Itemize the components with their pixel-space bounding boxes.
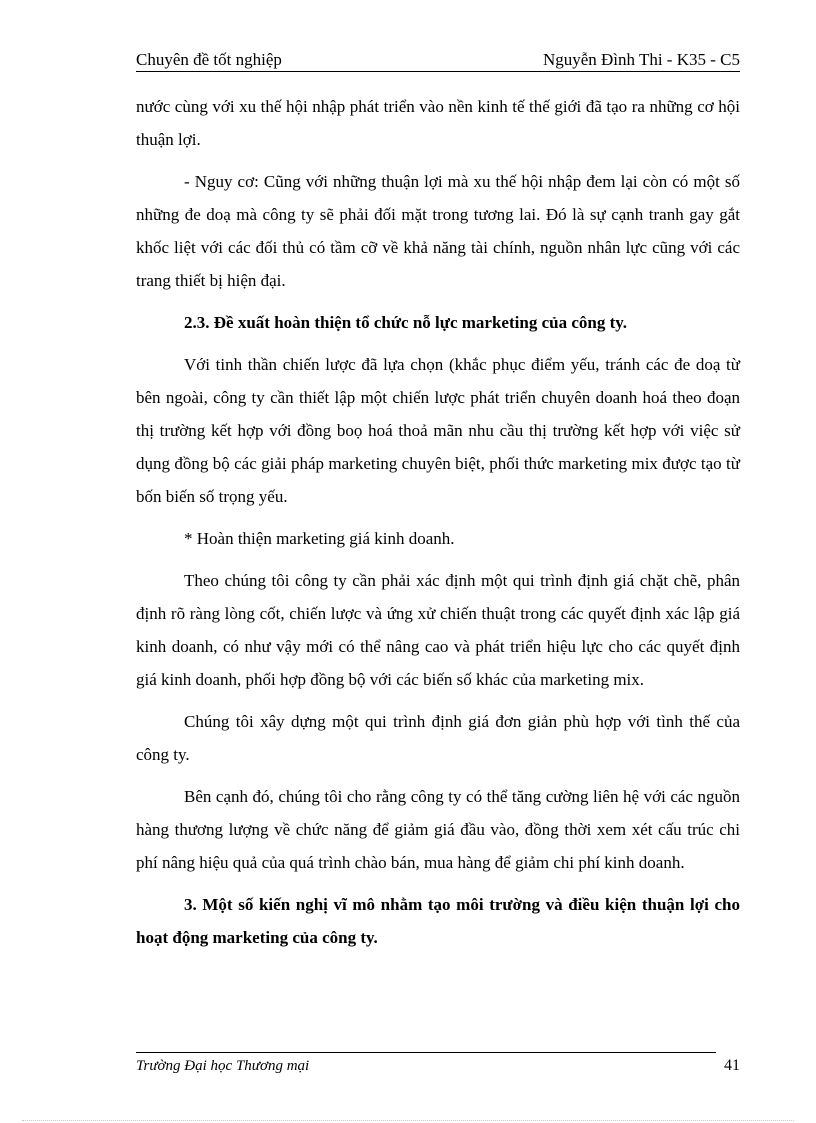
paragraph-supplier-relations: Bên cạnh đó, chúng tôi cho rằng công ty có thể tăng cường liên hệ với các nguồn hàng thương lượng về chức năng để giảm giá đầu vào, đồng thời xem xét cấu trúc chi phí nâng hiệu quả của quá trình chào bán, mua hàng để giảm chi phí kinh doanh. bbox=[136, 787, 740, 872]
paragraph-pricing-process: Theo chúng tôi công ty cần phải xác định một qui trình định giá chặt chẽ, phân định rõ ràng lòng cốt, chiến lược và ứng xử chiến thuật trong các quyết định xác lập giá kinh doanh, có như vậy mới có thể nâng cao và phát triển hiệu lực cho các quyết định giá kinh doanh, phối hợp đồng bộ với các biến số khác của marketing mix. bbox=[136, 571, 740, 689]
header-rule bbox=[136, 71, 740, 72]
page-footer bbox=[136, 1056, 740, 1076]
section-heading-2-3: 2.3. Đề xuất hoàn thiện tổ chức nỗ lực marketing của công ty. bbox=[184, 313, 628, 332]
footer-rule bbox=[136, 1052, 716, 1053]
page-header bbox=[136, 50, 740, 70]
paragraph-pricing-subheading: * Hoàn thiện marketing giá kinh doanh. bbox=[184, 529, 455, 548]
paragraph-continuation: nước cùng với xu thế hội nhập phát triển vào nền kinh tế thế giới đã tạo ra những cơ hội thuận lợi. bbox=[136, 97, 740, 149]
header-author: Nguyễn Đình Thi - K35 - C5 bbox=[542, 50, 740, 69]
footer-school-name: Trường Đại học Thương mại bbox=[136, 1058, 310, 1074]
page-body bbox=[136, 90, 740, 963]
page-edge-divider bbox=[22, 1120, 794, 1121]
section-heading-3: 3. Một số kiến nghị vĩ mô nhằm tạo môi trường và điều kiện thuận lợi cho hoạt động marketing của công ty. bbox=[136, 895, 740, 947]
paragraph-strategy: Với tinh thần chiến lược đã lựa chọn (khắc phục điểm yếu, tránh các đe doạ từ bên ngoài, công ty cần thiết lập một chiến lược phát triển chuyên doanh hoá theo đoạn thị trường kết hợp với đồng boọ hoá thoả mãn nhu cầu thị trường kết hợp với việc sử dụng đồng bộ các giải pháp marketing chuyên biệt, phối thức marketing mix được tạo từ bốn biến số trọng yếu. bbox=[136, 355, 740, 506]
header-document-type: Chuyên đề tốt nghiệp bbox=[136, 50, 282, 69]
page-number: 41 bbox=[724, 1057, 740, 1074]
paragraph-simple-process: Chúng tôi xây dựng một qui trình định giá đơn giản phù hợp với tình thế của công ty. bbox=[136, 712, 740, 764]
paragraph-threats: - Nguy cơ: Cũng với những thuận lợi mà xu thế hội nhập đem lại còn có một số những đe doạ mà công ty sẽ phải đối mặt trong tương lai. Đó là sự cạnh tranh gay gắt khốc liệt với các đối thủ có tầm cỡ về khả năng tài chính, nguồn nhân lực cũng với các trang thiết bị hiện đại. bbox=[136, 172, 740, 290]
